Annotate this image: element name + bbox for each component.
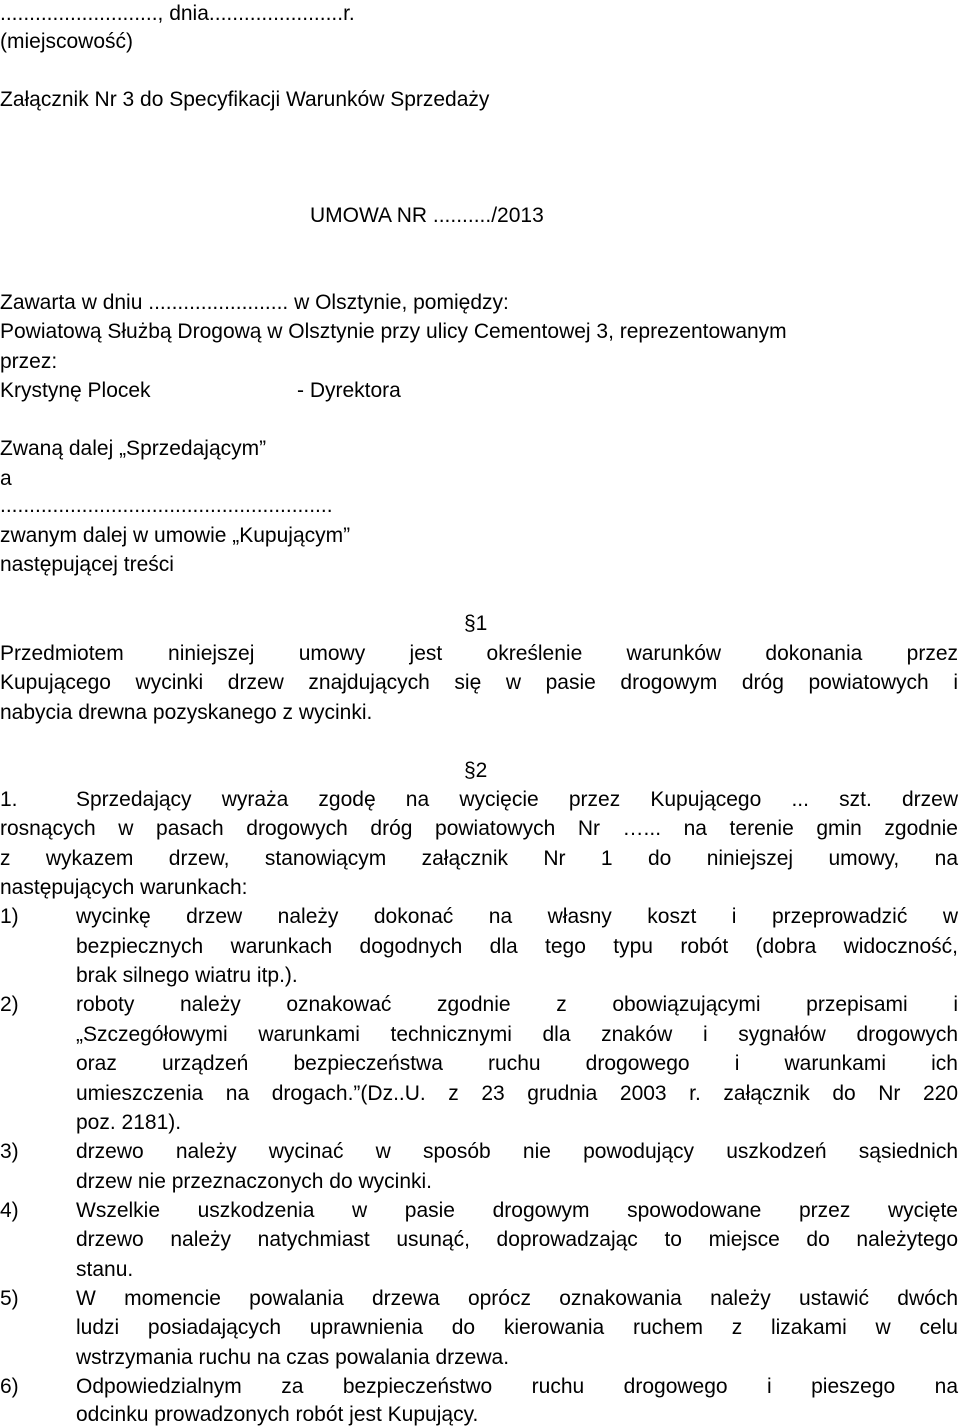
- parties-line-3: przez:: [0, 350, 58, 373]
- item-line: brak silnego wiatru itp.).: [76, 964, 298, 987]
- buyer-dots: .........................................................: [0, 494, 333, 517]
- section-2-intro-line: następujących warunkach:: [0, 876, 248, 899]
- item-line: wstrzymania ruchu na czas powalania drzewa.: [76, 1346, 510, 1369]
- item-number: 3): [0, 1140, 19, 1163]
- item-line: Odpowiedzialnym za bezpieczeństwo ruchu drogowego i pieszego na: [76, 1375, 958, 1398]
- item-number: 1): [0, 905, 19, 928]
- content-intro: następującej treści: [0, 553, 174, 576]
- section-1-line: Przedmiotem niniejszej umowy jest określenie warunków dokonania przez: [0, 642, 958, 665]
- section-2-heading: §2: [464, 759, 488, 782]
- item-number: 4): [0, 1199, 19, 1222]
- contract-title: UMOWA NR ........../2013: [310, 204, 544, 227]
- item-number: 2): [0, 993, 19, 1016]
- section-1-line: Kupującego wycinki drzew znajdujących się w pasie drogowym dróg powiatowych i: [0, 671, 958, 694]
- parties-line-1: Zawarta w dniu ........................ w Olsztynie, pomiędzy:: [0, 291, 509, 314]
- item-line: roboty należy oznakować zgodnie z obowiązującymi przepisami i: [76, 993, 958, 1016]
- item-line: wycinkę drzew należy dokonać na własny koszt i przeprowadzić w: [76, 905, 958, 928]
- place-date-line: ..........................., dnia.......................r.: [0, 2, 355, 25]
- section-2-intro-line: Sprzedający wyraża zgodę na wycięcie przez Kupującego ... szt. drzew: [76, 788, 958, 811]
- item-line: oraz urządzeń bezpieczeństwa ruchu drogowego i warunkami ich: [76, 1052, 958, 1075]
- item-line: drzewo należy natychmiast usunąć, doprowadzając to miejsce do należytego: [76, 1228, 958, 1251]
- item-line: W momencie powalania drzewa oprócz oznakowania należy ustawić dwóch: [76, 1287, 958, 1310]
- seller-clause: Zwaną dalej „Sprzedającym”: [0, 437, 267, 460]
- item-line: ludzi posiadających uprawnienia do kierowania ruchem z lizakami w celu: [76, 1316, 958, 1339]
- representative-role: - Dyrektora: [297, 379, 401, 402]
- section-2-intro-line: rosnących w pasach drogowych dróg powiatowych Nr …... na terenie gmin zgodnie: [0, 817, 958, 840]
- section-1-line: nabycia drewna pozyskanego z wycinki.: [0, 701, 373, 724]
- parties-line-2: Powiatową Służbą Drogową w Olsztynie przy ulicy Cementowej 3, reprezentowanym: [0, 320, 787, 343]
- item-line: poz. 2181).: [76, 1111, 182, 1134]
- section-1-heading: §1: [464, 612, 488, 635]
- item-number: 6): [0, 1375, 19, 1398]
- item-line: drzew nie przeznaczonych do wycinki.: [76, 1170, 432, 1193]
- item-line: odcinku prowadzonych robót jest Kupujący.: [76, 1403, 479, 1426]
- buyer-clause: zwanym dalej w umowie „Kupującym”: [0, 524, 351, 547]
- attachment-line: Załącznik Nr 3 do Specyfikacji Warunków Sprzedaży: [0, 88, 490, 111]
- representative-name: Krystynę Plocek: [0, 379, 151, 402]
- section-2-intro-number: 1.: [0, 788, 18, 811]
- and-conjunction: a: [0, 467, 12, 490]
- section-2-intro-line: z wykazem drzew, stanowiącym załącznik Nr 1 do niniejszej umowy, na: [0, 847, 958, 870]
- item-line: „Szczegółowymi warunkami technicznymi dla znaków i sygnałów drogowych: [76, 1023, 958, 1046]
- item-line: Wszelkie uszkodzenia w pasie drogowym spowodowane przez wycięte: [76, 1199, 958, 1222]
- item-line: stanu.: [76, 1258, 134, 1281]
- item-line: drzewo należy wycinać w sposób nie powodujący uszkodzeń sąsiednich: [76, 1140, 958, 1163]
- item-line: bezpiecznych warunkach dogodnych dla tego typu robót (dobra widoczność,: [76, 935, 958, 958]
- place-label: (miejscowość): [0, 30, 134, 53]
- item-line: umieszczenia na drogach.”(Dz..U. z 23 grudnia 2003 r. załącznik do Nr 220: [76, 1082, 958, 1105]
- item-number: 5): [0, 1287, 19, 1310]
